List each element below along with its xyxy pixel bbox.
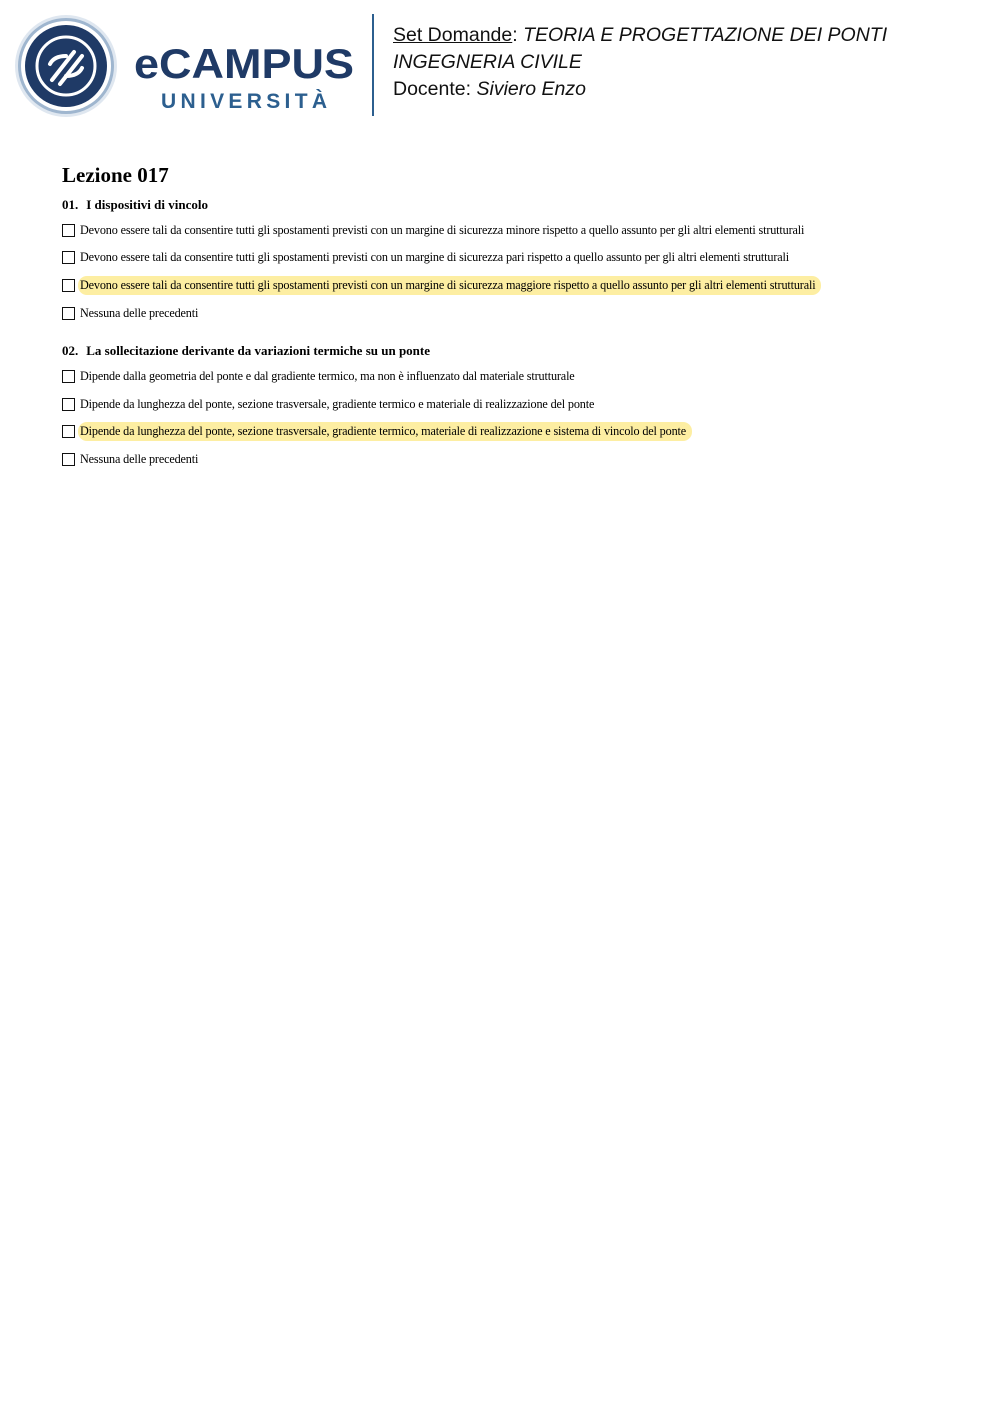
answer-checkbox[interactable]	[62, 279, 75, 292]
main-content	[62, 160, 962, 477]
header-info	[393, 22, 983, 103]
answer-option[interactable]	[62, 302, 962, 324]
answer-option[interactable]	[62, 449, 962, 471]
question-number: 02.	[62, 343, 79, 359]
course-name: INGEGNERIA CIVILE	[393, 51, 582, 73]
set-label: Set Domande	[393, 24, 513, 46]
teacher-line	[393, 76, 983, 103]
answer-text: Nessuna delle precedenti	[80, 305, 199, 320]
set-title: TEORIA E PROGETTAZIONE DEI PONTI	[523, 24, 888, 46]
answer-text: Dipende dalla geometria del ponte e dal gradiente termico, ma non è influenzato dal materiale strutturale	[80, 368, 575, 383]
question-heading	[62, 342, 962, 360]
header-divider	[372, 14, 374, 116]
answer-option[interactable]	[62, 247, 962, 269]
teacher-name: Siviero Enzo	[476, 78, 586, 100]
svg-text:UNIVERSITÀ: UNIVERSITÀ	[161, 90, 327, 113]
answer-text: Dipende da lunghezza del ponte, sezione trasversale, gradiente termico e materiale di realizzazione del ponte	[80, 396, 595, 411]
set-line: Set Domande: TEORIA E PROGETTAZIONE DEI PONTI	[393, 24, 888, 46]
answer-option[interactable]	[62, 365, 962, 387]
answer-text: Devono essere tali da consentire tutti gli spostamenti previsti con un margine di sicurezza pari rispetto a quello assunto per gli altri elementi strutturali	[80, 250, 789, 265]
answer-option[interactable]	[62, 219, 962, 241]
answer-checkbox[interactable]	[62, 224, 75, 237]
question-heading	[62, 196, 962, 214]
answer-text: Devono essere tali da consentire tutti gli spostamenti previsti con un margine di sicurezza minore rispetto a quello assunto per gli altri elementi strutturali	[80, 222, 805, 237]
answer-option[interactable]	[62, 421, 962, 443]
answer-checkbox[interactable]	[62, 370, 75, 383]
document-header	[0, 0, 1000, 130]
answer-text-highlighted: Devono essere tali da consentire tutti gli spostamenti previsti con un margine di sicurezza maggiore rispetto a quello assunto per gli altri elementi strutturali	[78, 276, 821, 295]
question-text: I dispositivi di vincolo	[86, 197, 208, 212]
answer-checkbox[interactable]	[62, 425, 75, 438]
answer-text-highlighted: Dipende da lunghezza del ponte, sezione trasversale, gradiente termico, materiale di realizzazione e sistema di vincolo del ponte	[78, 422, 692, 441]
answer-option[interactable]	[62, 275, 962, 297]
lesson-title: Lezione 017	[62, 163, 169, 187]
answer-checkbox[interactable]	[62, 453, 75, 466]
question-text: La sollecitazione derivante da variazioni termiche su un ponte	[86, 343, 431, 359]
answer-checkbox[interactable]	[62, 251, 75, 264]
answer-text: Nessuna delle precedenti	[80, 452, 199, 467]
university-seal-logo	[14, 14, 118, 118]
question-number: 01.	[62, 197, 79, 212]
answer-checkbox[interactable]	[62, 307, 75, 320]
question-2	[62, 342, 962, 470]
teacher-label: Docente:	[393, 78, 472, 100]
svg-text:eCAMPUS: eCAMPUS	[134, 40, 354, 87]
ecampus-wordmark	[134, 38, 356, 114]
answer-checkbox[interactable]	[62, 398, 75, 411]
answer-option[interactable]	[62, 393, 962, 415]
question-1	[62, 196, 962, 324]
